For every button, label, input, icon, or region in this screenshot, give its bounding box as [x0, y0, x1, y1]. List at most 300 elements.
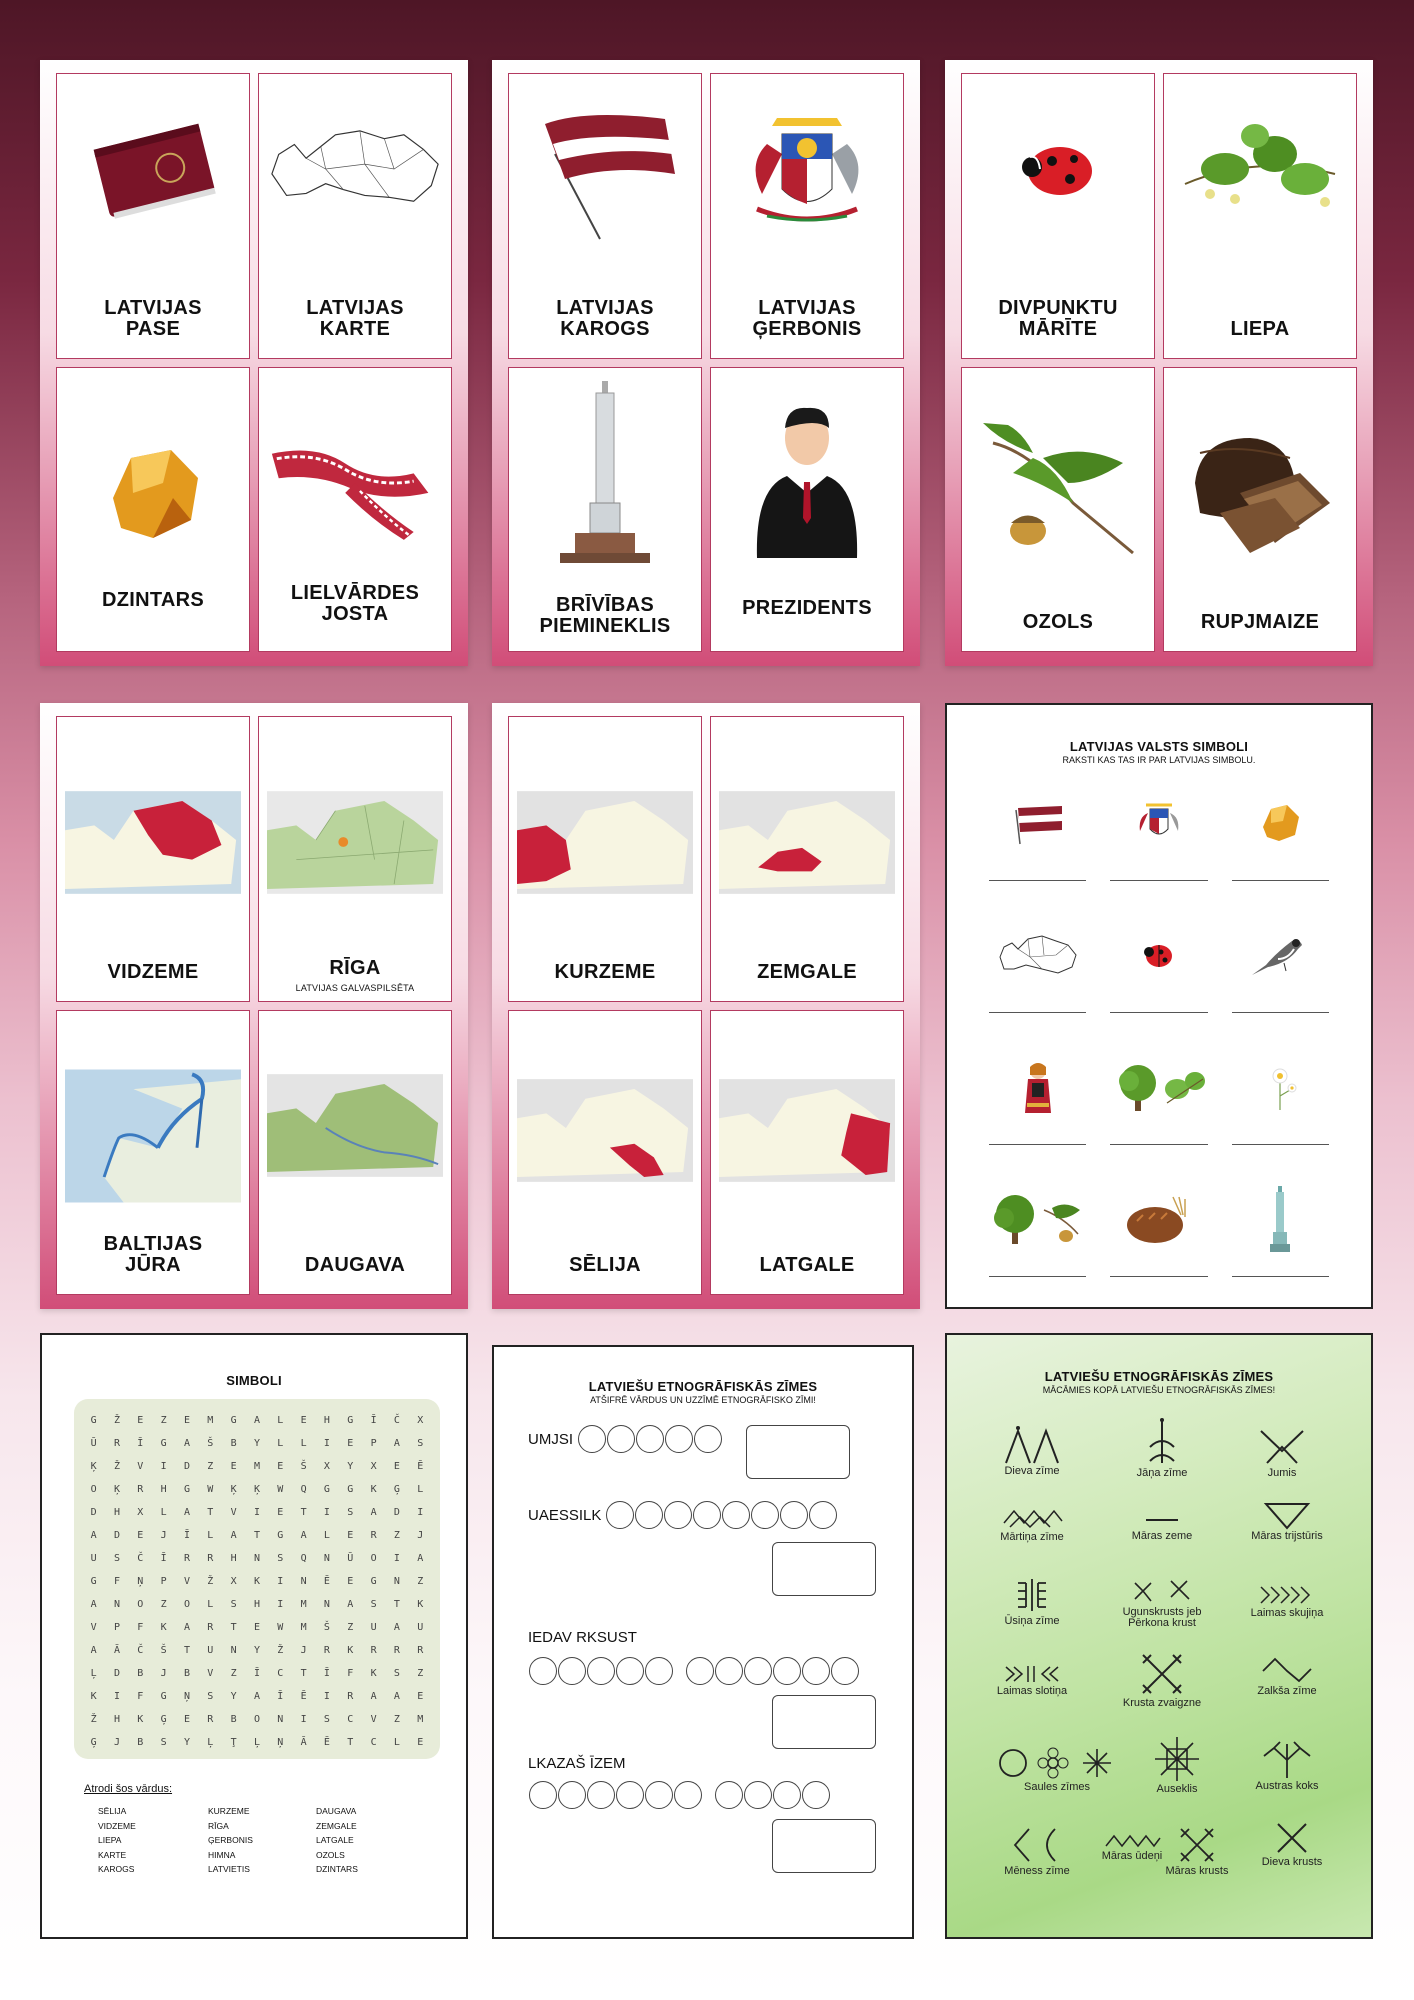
wordsearch-letter[interactable]: Y [183, 1737, 190, 1748]
wordsearch-letter[interactable]: F [137, 1622, 144, 1633]
wordsearch-letter[interactable]: L [207, 1530, 214, 1541]
wordsearch-letter[interactable]: Ā [300, 1737, 307, 1748]
wordsearch-letter[interactable]: Š [207, 1438, 214, 1449]
wordsearch-letter[interactable]: A [230, 1530, 237, 1541]
answer-line[interactable] [1232, 1012, 1329, 1013]
wordsearch-letter[interactable]: Ē [300, 1691, 307, 1702]
letter-circle[interactable] [665, 1425, 693, 1453]
wordsearch-letter[interactable]: Ļ [207, 1737, 214, 1748]
wordsearch-letter[interactable]: V [230, 1507, 237, 1518]
wordsearch-letter[interactable]: P [370, 1438, 377, 1449]
wordsearch-letter[interactable]: J [300, 1645, 307, 1656]
wordsearch-letter[interactable]: Ī [253, 1668, 260, 1679]
wordsearch-letter[interactable]: I [277, 1576, 284, 1587]
wordsearch-letter[interactable]: D [393, 1507, 400, 1518]
wordsearch-letter[interactable]: D [183, 1461, 190, 1472]
wordsearch-letter[interactable]: N [393, 1576, 400, 1587]
wordsearch-letter[interactable]: K [347, 1645, 354, 1656]
letter-circle[interactable] [558, 1657, 586, 1685]
letter-circle[interactable] [645, 1657, 673, 1685]
wordsearch-letter[interactable]: Ž [207, 1576, 214, 1587]
wordsearch-letter[interactable]: E [137, 1415, 144, 1426]
wordsearch-letter[interactable]: H [230, 1553, 237, 1564]
wordsearch-letter[interactable]: M [300, 1599, 307, 1610]
wordsearch-letter[interactable]: Ž [277, 1645, 284, 1656]
wordsearch-letter[interactable]: D [113, 1530, 120, 1541]
wordsearch-letter[interactable]: I [393, 1553, 400, 1564]
wordsearch-letter[interactable]: L [277, 1415, 284, 1426]
wordsearch-letter[interactable]: M [207, 1415, 214, 1426]
wordsearch-letter[interactable]: J [417, 1530, 424, 1541]
wordsearch-letter[interactable]: G [90, 1576, 97, 1587]
wordsearch-letter[interactable]: G [160, 1691, 167, 1702]
wordsearch-letter[interactable]: L [393, 1737, 400, 1748]
wordsearch-letter[interactable]: Z [347, 1622, 354, 1633]
wordsearch-letter[interactable]: K [253, 1576, 260, 1587]
wordsearch-letter[interactable]: Ū [90, 1438, 97, 1449]
answer-line[interactable] [1110, 880, 1207, 881]
wordsearch-letter[interactable]: H [113, 1714, 120, 1725]
wordsearch-letter[interactable]: G [160, 1438, 167, 1449]
card-rupjmaize[interactable] [1163, 367, 1357, 653]
wordsearch-letter[interactable]: Z [207, 1461, 214, 1472]
card-zemgale[interactable] [710, 716, 904, 1002]
card-kurzeme[interactable] [508, 716, 702, 1002]
letter-circle[interactable] [664, 1501, 692, 1529]
wordsearch-letter[interactable]: G [277, 1530, 284, 1541]
card-ozols[interactable] [961, 367, 1155, 653]
answer-line[interactable] [1110, 1144, 1207, 1145]
letter-circle[interactable] [636, 1425, 664, 1453]
wordsearch-letter[interactable]: R [370, 1530, 377, 1541]
wordsearch-letter[interactable]: L [277, 1438, 284, 1449]
wordsearch-letter[interactable]: N [113, 1599, 120, 1610]
wordsearch-letter[interactable]: Ī [160, 1553, 167, 1564]
wordsearch-row [82, 1455, 432, 1478]
letter-circle[interactable] [802, 1781, 830, 1809]
wordsearch-letter[interactable]: A [90, 1599, 97, 1610]
drawing-box[interactable] [772, 1819, 876, 1873]
letter-circle[interactable] [831, 1657, 859, 1685]
wordsearch-letter[interactable]: Ļ [253, 1737, 260, 1748]
wordsearch-letter[interactable]: Ī [370, 1415, 377, 1426]
wordsearch-letter[interactable]: A [90, 1530, 97, 1541]
letter-circle[interactable] [802, 1657, 830, 1685]
wordsearch-letter[interactable]: Z [417, 1576, 424, 1587]
wordsearch-letter[interactable]: V [137, 1461, 144, 1472]
answer-line[interactable] [1232, 1144, 1329, 1145]
letter-circle[interactable] [674, 1781, 702, 1809]
wordsearch-letter[interactable]: X [230, 1576, 237, 1587]
card-dzintars[interactable] [56, 367, 250, 653]
wordsearch-letter[interactable]: L [207, 1599, 214, 1610]
wordsearch-letter[interactable]: K [160, 1622, 167, 1633]
wordsearch-letter[interactable]: E [417, 1737, 424, 1748]
wordsearch-letter[interactable]: Ķ [230, 1484, 237, 1495]
wordsearch-letter[interactable]: R [323, 1645, 330, 1656]
wordsearch-letter[interactable]: Ģ [160, 1714, 167, 1725]
wordsearch-letter[interactable]: N [300, 1576, 307, 1587]
wordsearch-letter[interactable]: X [417, 1415, 424, 1426]
wordsearch-letter[interactable]: C [277, 1668, 284, 1679]
letter-circle[interactable] [693, 1501, 721, 1529]
wordsearch-letter[interactable]: N [323, 1553, 330, 1564]
card-riga[interactable] [258, 716, 452, 1002]
wordsearch-letter[interactable]: O [137, 1599, 144, 1610]
letter-circle[interactable] [607, 1425, 635, 1453]
wordsearch-letter[interactable]: S [323, 1714, 330, 1725]
letter-circle[interactable] [773, 1781, 801, 1809]
wordsearch-letter[interactable]: Ā [113, 1645, 120, 1656]
wordsearch-letter[interactable]: A [300, 1530, 307, 1541]
wordsearch-letter[interactable]: R [183, 1553, 190, 1564]
wordsearch-letter[interactable]: A [417, 1553, 424, 1564]
wordsearch-letter[interactable]: T [183, 1645, 190, 1656]
wordsearch-letter[interactable]: T [230, 1622, 237, 1633]
wordsearch-letter[interactable]: N [230, 1645, 237, 1656]
wordsearch-letter[interactable]: S [160, 1737, 167, 1748]
wordsearch-letter[interactable]: K [370, 1484, 377, 1495]
wordsearch-letter[interactable]: I [323, 1507, 330, 1518]
wordsearch-letter[interactable]: R [207, 1553, 214, 1564]
wordsearch-letter[interactable]: Ē [323, 1576, 330, 1587]
wordsearch-letter[interactable]: Z [393, 1530, 400, 1541]
wordsearch-letter[interactable]: H [323, 1415, 330, 1426]
wordsearch-letter[interactable]: K [90, 1691, 97, 1702]
card-lielvardes-josta[interactable] [258, 367, 452, 653]
answer-line[interactable] [989, 1276, 1086, 1277]
wordsearch-letter[interactable]: Ž [113, 1461, 120, 1472]
card-latvijas-karogs[interactable] [508, 73, 702, 359]
wordsearch-letter[interactable]: M [300, 1622, 307, 1633]
wordsearch-letter[interactable]: R [370, 1645, 377, 1656]
wordsearch-letter[interactable]: N [253, 1553, 260, 1564]
wordsearch-letter[interactable]: C [370, 1737, 377, 1748]
wordsearch-letter[interactable]: K [137, 1714, 144, 1725]
letter-circle[interactable] [744, 1781, 772, 1809]
card-daugava[interactable] [258, 1010, 452, 1296]
letter-circle[interactable] [529, 1657, 557, 1685]
wordsearch-letter[interactable]: A [253, 1691, 260, 1702]
wordsearch-letter[interactable]: S [393, 1668, 400, 1679]
card-vidzeme[interactable] [56, 716, 250, 1002]
wordsearch-letter[interactable]: A [370, 1691, 377, 1702]
wordsearch-letter[interactable]: Z [230, 1668, 237, 1679]
wordsearch-letter[interactable]: H [253, 1599, 260, 1610]
letter-circle[interactable] [587, 1781, 615, 1809]
card-liepa[interactable] [1163, 73, 1357, 359]
wordsearch-letter[interactable]: W [277, 1622, 284, 1633]
wordsearch-letter[interactable]: R [393, 1645, 400, 1656]
letter-circle[interactable] [722, 1501, 750, 1529]
wordsearch-letter[interactable]: V [90, 1622, 97, 1633]
wordsearch-letter[interactable]: T [207, 1507, 214, 1518]
symbol-bread [1098, 1176, 1219, 1308]
wordsearch-letter[interactable]: S [417, 1438, 424, 1449]
wordsearch-letter[interactable]: W [277, 1484, 284, 1495]
card-latgale[interactable] [710, 1010, 904, 1296]
letter-circle[interactable] [616, 1781, 644, 1809]
wordsearch-letter[interactable]: I [417, 1507, 424, 1518]
letter-circle[interactable] [606, 1501, 634, 1529]
wordsearch-letter[interactable]: Ţ [230, 1737, 237, 1748]
wordsearch-letter[interactable]: D [113, 1668, 120, 1679]
wordsearch-letter[interactable]: B [137, 1668, 144, 1679]
wordsearch-letter[interactable]: Ķ [113, 1484, 120, 1495]
wordsearch-letter[interactable]: L [160, 1507, 167, 1518]
wordsearch-letter[interactable]: E [347, 1438, 354, 1449]
wordsearch-letter[interactable]: I [277, 1599, 284, 1610]
wordsearch-letter[interactable]: Ļ [90, 1668, 97, 1679]
wordsearch-letter[interactable]: F [347, 1668, 354, 1679]
letter-circle[interactable] [773, 1657, 801, 1685]
wordsearch-letter[interactable]: J [160, 1530, 167, 1541]
wordsearch-letter[interactable]: Ī [277, 1691, 284, 1702]
card-latvijas-gerbonis[interactable] [710, 73, 904, 359]
wordsearch-letter[interactable]: E [277, 1461, 284, 1472]
card-selija[interactable] [508, 1010, 702, 1296]
wordsearch-letter[interactable]: I [300, 1714, 307, 1725]
letter-circle[interactable] [744, 1657, 772, 1685]
wordsearch-letter[interactable]: B [183, 1668, 190, 1679]
wordsearch-letter[interactable]: I [323, 1691, 330, 1702]
wordsearch-letter[interactable]: A [90, 1645, 97, 1656]
answer-line[interactable] [989, 1012, 1086, 1013]
wordsearch-letter[interactable]: R [207, 1714, 214, 1725]
wordsearch-letter[interactable]: Ķ [253, 1484, 260, 1495]
letter-circle[interactable] [809, 1501, 837, 1529]
wordsearch-letter[interactable]: Ī [183, 1530, 190, 1541]
wordsearch-letter[interactable]: F [137, 1691, 144, 1702]
wordsearch-letter[interactable]: R [417, 1645, 424, 1656]
wordsearch-letter[interactable]: E [347, 1530, 354, 1541]
wordsearch-letter[interactable]: Y [347, 1461, 354, 1472]
drawing-box[interactable] [746, 1425, 850, 1479]
letter-circle[interactable] [645, 1781, 673, 1809]
wordsearch-letter[interactable]: K [370, 1668, 377, 1679]
wordsearch-letter[interactable]: U [370, 1622, 377, 1633]
wordsearch-letter[interactable]: Y [253, 1438, 260, 1449]
wordsearch-letter[interactable]: V [370, 1714, 377, 1725]
wordsearch-letter[interactable]: J [160, 1668, 167, 1679]
wordsearch-letter[interactable]: I [253, 1507, 260, 1518]
wordsearch-letter[interactable]: L [323, 1530, 330, 1541]
answer-line[interactable] [1110, 1276, 1207, 1277]
answer-line[interactable] [989, 880, 1086, 881]
wordsearch-letter[interactable]: A [393, 1691, 400, 1702]
wordsearch-letter[interactable]: Z [160, 1599, 167, 1610]
wordsearch-letter[interactable]: V [207, 1668, 214, 1679]
wordsearch-letter[interactable]: Ģ [393, 1484, 400, 1495]
wordsearch-letter[interactable]: A [183, 1438, 190, 1449]
wordsearch-letter[interactable]: G [347, 1415, 354, 1426]
wordsearch-letter[interactable]: Q [300, 1553, 307, 1564]
wordsearch-letter[interactable]: P [113, 1622, 120, 1633]
wordsearch-letter[interactable]: Ē [323, 1737, 330, 1748]
wordsearch-letter[interactable]: R [347, 1691, 354, 1702]
wordsearch-letter[interactable]: Š [300, 1461, 307, 1472]
wordsearch-letter[interactable]: I [323, 1438, 330, 1449]
wordsearch-letter[interactable]: U [90, 1553, 97, 1564]
find-word: KAROGS [98, 1864, 135, 1874]
wordsearch-letter[interactable]: Ž [113, 1415, 120, 1426]
card-baltijas-jura[interactable] [56, 1010, 250, 1296]
wordsearch-letter[interactable]: D [90, 1507, 97, 1518]
wordsearch-letter[interactable]: W [207, 1484, 214, 1495]
drawing-box[interactable] [772, 1695, 876, 1749]
wordsearch-letter[interactable]: T [393, 1599, 400, 1610]
card-brivibas-piemineklis[interactable] [508, 367, 702, 653]
wordsearch-letter[interactable]: S [277, 1553, 284, 1564]
wordsearch-letter[interactable]: S [207, 1691, 214, 1702]
wordsearch-letter[interactable]: E [183, 1415, 190, 1426]
wordsearch-letter[interactable]: Z [160, 1415, 167, 1426]
wordsearch-letter[interactable]: G [183, 1484, 190, 1495]
wordsearch-letter[interactable]: Y [230, 1691, 237, 1702]
wordsearch-letter[interactable]: Ņ [183, 1691, 190, 1702]
wordsearch-letter[interactable]: E [277, 1507, 284, 1518]
drawing-box[interactable] [772, 1542, 876, 1596]
wordsearch-letter[interactable]: O [90, 1484, 97, 1495]
wordsearch-letter[interactable]: E [253, 1622, 260, 1633]
letter-circle[interactable] [578, 1425, 606, 1453]
wordsearch-letter[interactable]: M [253, 1461, 260, 1472]
wordsearch-letter[interactable]: Ķ [90, 1461, 97, 1472]
wordsearch-letter[interactable]: E [230, 1461, 237, 1472]
wordsearch-letter[interactable]: Č [393, 1415, 400, 1426]
wordsearch-letter[interactable]: E [183, 1714, 190, 1725]
card-latvijas-karte[interactable] [258, 73, 452, 359]
wordsearch-letter[interactable]: A [183, 1622, 190, 1633]
wordsearch-letter[interactable]: O [370, 1553, 377, 1564]
wordsearch-letter[interactable]: O [183, 1599, 190, 1610]
letter-circle[interactable] [780, 1501, 808, 1529]
wordsearch-letter[interactable]: Y [253, 1645, 260, 1656]
wordsearch-letter[interactable]: H [160, 1484, 167, 1495]
wordsearch-letter[interactable]: A [253, 1415, 260, 1426]
answer-line[interactable] [989, 1144, 1086, 1145]
answer-line[interactable] [1110, 1012, 1207, 1013]
wordsearch-letter[interactable]: N [323, 1599, 330, 1610]
wordsearch-letter[interactable]: Ū [347, 1553, 354, 1564]
wordsearch-letter[interactable]: Ņ [277, 1737, 284, 1748]
wordsearch-letter[interactable]: R [113, 1438, 120, 1449]
letter-circle[interactable] [715, 1657, 743, 1685]
wordsearch-letter[interactable]: T [300, 1668, 307, 1679]
letter-circle[interactable] [694, 1425, 722, 1453]
wordsearch-letter[interactable]: B [230, 1714, 237, 1725]
answer-line[interactable] [1232, 1276, 1329, 1277]
wordsearch-letter[interactable]: I [113, 1691, 120, 1702]
card-divpunktu-marite[interactable] [961, 73, 1155, 359]
card-prezidents[interactable] [710, 367, 904, 653]
answer-line[interactable] [1232, 880, 1329, 881]
wordsearch-letter[interactable]: A [393, 1622, 400, 1633]
wordsearch-letter[interactable]: C [347, 1714, 354, 1725]
wordsearch-letter[interactable]: Ģ [90, 1737, 97, 1748]
wordsearch-letter[interactable]: X [323, 1461, 330, 1472]
wordsearch-letter[interactable]: Ī [323, 1668, 330, 1679]
wordsearch-letter[interactable]: S [370, 1599, 377, 1610]
wordsearch-letter[interactable]: E [393, 1461, 400, 1472]
wordsearch-letter[interactable]: B [230, 1438, 237, 1449]
wordsearch-letter[interactable]: E [300, 1415, 307, 1426]
wordsearch-letter[interactable]: X [370, 1461, 377, 1472]
wordsearch-letter[interactable]: V [183, 1576, 190, 1587]
wordsearch-letter[interactable]: K [417, 1599, 424, 1610]
wordsearch-letter[interactable]: L [417, 1484, 424, 1495]
wordsearch-letter[interactable]: Ī [137, 1438, 144, 1449]
wordsearch-letter[interactable]: N [277, 1714, 284, 1725]
wordsearch-letter[interactable]: T [347, 1737, 354, 1748]
wordsearch-letter[interactable]: H [113, 1507, 120, 1518]
wordsearch-letter[interactable]: O [253, 1714, 260, 1725]
wordsearch-letter[interactable]: E [137, 1530, 144, 1541]
wordsearch-letter[interactable]: R [207, 1622, 214, 1633]
card-latvijas-pase[interactable] [56, 73, 250, 359]
wordsearch-letter[interactable]: G [347, 1484, 354, 1495]
wordsearch-letter[interactable]: T [300, 1507, 307, 1518]
letter-circle[interactable] [715, 1781, 743, 1809]
wordsearch-letter[interactable]: Č [137, 1553, 144, 1564]
wordsearch-letter[interactable]: G [323, 1484, 330, 1495]
letter-circle[interactable] [587, 1657, 615, 1685]
letter-circle[interactable] [751, 1501, 779, 1529]
wordsearch-letter[interactable]: Ē [417, 1461, 424, 1472]
wordsearch-letter[interactable]: A [183, 1507, 190, 1518]
wordsearch-letter[interactable]: G [90, 1415, 97, 1426]
wordsearch-letter[interactable]: G [230, 1415, 237, 1426]
wordsearch-letter[interactable]: T [253, 1530, 260, 1541]
wordsearch-letter[interactable]: Š [323, 1622, 330, 1633]
wordsearch-letter[interactable]: Q [300, 1484, 307, 1495]
wordsearch-letter[interactable]: G [370, 1576, 377, 1587]
wordsearch-letter[interactable]: S [347, 1507, 354, 1518]
linden-tree-icon [1111, 1059, 1207, 1115]
wordsearch-letter[interactable]: A [347, 1599, 354, 1610]
wordsearch-letter[interactable]: E [417, 1691, 424, 1702]
wordsearch-letter[interactable]: F [113, 1576, 120, 1587]
wordsearch-letter[interactable]: Z [393, 1714, 400, 1725]
wordsearch-letter[interactable]: I [160, 1461, 167, 1472]
wordsearch-letter[interactable]: U [207, 1645, 214, 1656]
wordsearch-letter[interactable]: J [113, 1737, 120, 1748]
wordsearch-letter[interactable]: U [417, 1622, 424, 1633]
wordsearch-letter[interactable]: B [137, 1737, 144, 1748]
letter-circle[interactable] [635, 1501, 663, 1529]
wordsearch-letter[interactable]: A [393, 1438, 400, 1449]
wordsearch-letter[interactable]: M [417, 1714, 424, 1725]
wordsearch-letter[interactable]: S [230, 1599, 237, 1610]
wordsearch-letter[interactable]: A [370, 1507, 377, 1518]
wordsearch-letter[interactable]: L [300, 1438, 307, 1449]
wordsearch-letter[interactable]: Ž [90, 1714, 97, 1725]
wordsearch-letter[interactable]: Ņ [137, 1576, 144, 1587]
wordsearch-grid[interactable] [74, 1399, 440, 1759]
letter-circle[interactable] [558, 1781, 586, 1809]
wordsearch-letter[interactable]: Z [417, 1668, 424, 1679]
wordsearch-letter[interactable]: Č [137, 1645, 144, 1656]
letter-circle[interactable] [616, 1657, 644, 1685]
wordsearch-letter[interactable]: Š [160, 1645, 167, 1656]
letter-circle[interactable] [686, 1657, 714, 1685]
wordsearch-letter[interactable]: P [160, 1576, 167, 1587]
letter-circle[interactable] [529, 1781, 557, 1809]
wordsearch-letter[interactable]: E [347, 1576, 354, 1587]
wordsearch-letter[interactable]: S [113, 1553, 120, 1564]
wordsearch-letter[interactable]: R [137, 1484, 144, 1495]
wordsearch-letter[interactable]: X [137, 1507, 144, 1518]
